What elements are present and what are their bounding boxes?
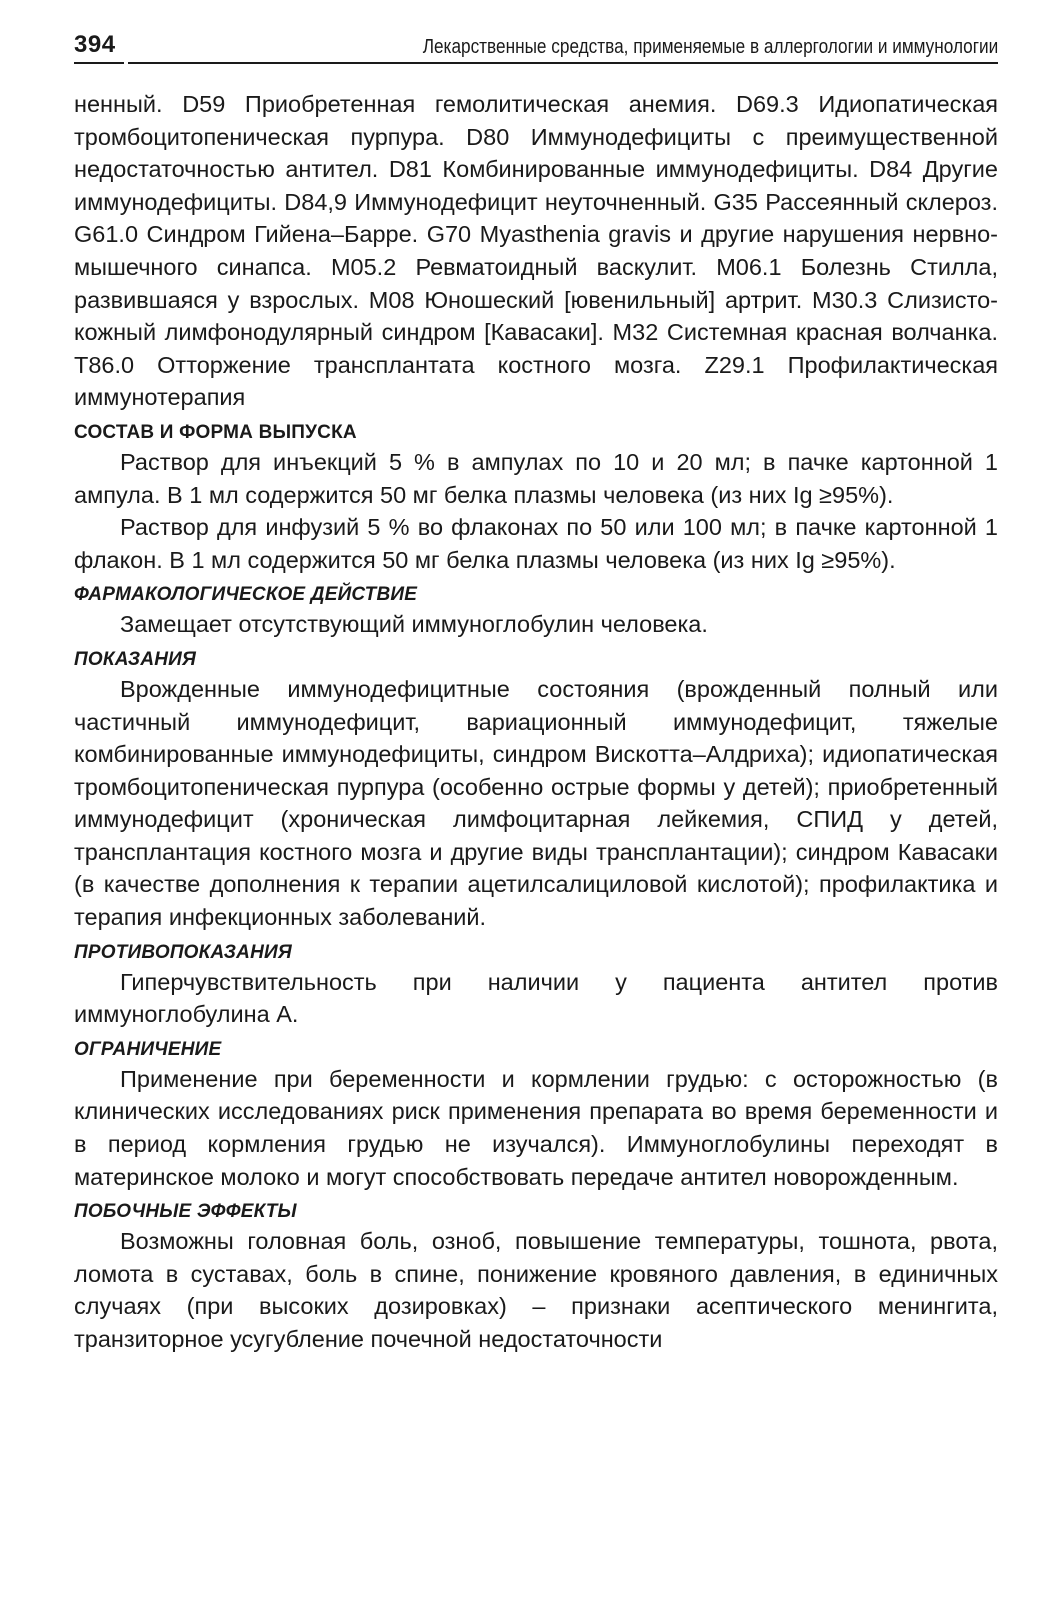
section-paragraph: Гиперчувствительность при наличии у пациента антител против иммуноглобулина А. — [74, 968, 998, 1028]
section-heading: СОСТАВ И ФОРМА ВЫПУСКА — [74, 421, 357, 443]
section-restrictions — [74, 1037, 998, 1193]
page-content — [74, 88, 998, 1356]
section-heading: ПОКАЗАНИЯ — [74, 648, 197, 670]
running-header — [74, 30, 998, 66]
running-header-title: Лекарственные средства, применяемые в аллергологии и иммунологии — [422, 36, 998, 58]
page-number: 394 — [74, 31, 116, 58]
section-heading: ПРОТИВОПОКАЗАНИЯ — [74, 941, 292, 963]
section-heading: ФАРМАКОЛОГИЧЕСКОЕ ДЕЙСТВИЕ — [74, 584, 418, 606]
section-contraindications — [74, 940, 998, 1031]
section-side-effects — [74, 1199, 998, 1355]
continuation-paragraph: ненный. D59 Приобретенная гемолитическая анемия. D69.3 Идиопатическая тромбоцитопеническая пурпура. D80 Иммунодефициты с преимущественной недостаточностью антител. D81 Комбинированные иммунодефициты. D84 Другие иммунодефициты. D84,9 Иммунодефицит неуточненный. G35 Рассеянный склероз. G61.0 Синдром Гийена–Барре. G70 Myasthenia gravis и другие нарушения нервно-мышечного синапса. M05.2 Ревматоидный васкулит. M06.1 Болезнь Стилла, развившаяся у взрослых. M08 Юношеский [ювенильный] артрит. M30.3 Слизисто-кожный лимфонодулярный синдром [Кавасаки]. M32 Системная красная волчанка. T86.0 Отторжение трансплантата костного мозга. Z29.1 Профилактическая иммунотерапия — [74, 91, 998, 411]
section-paragraph: Замещает отсутствующий иммуноглобулин человека. — [120, 611, 708, 638]
section-pharmacological-action — [74, 582, 998, 641]
section-composition — [74, 420, 998, 576]
section-heading: ПОБОЧНЫЕ ЭФФЕКТЫ — [74, 1201, 297, 1223]
section-paragraph: Применение при беременности и кормлении грудью: с осторожностью (в клинических исследованиях риск применения препарата во время беременности и в период кормления грудью не изучался). Иммуноглобулины переходят в материнское молоко и могут способствовать передаче антител новорожденным. — [74, 1065, 998, 1190]
section-paragraph: Раствор для инфузий 5 % во флаконах по 50 или 100 мл; в пачке картонной 1 флакон. В 1 мл содержится 50 мг белка плазмы человека (из них Ig ≥95%). — [74, 514, 998, 573]
section-paragraph: Раствор для инъекций 5 % в ампулах по 10 и 20 мл; в пачке картонной 1 ампула. В 1 мл содержится 50 мг белка плазмы человека (из них Ig ≥95%). — [74, 448, 998, 508]
header-rule — [74, 62, 998, 64]
header-rule-gap — [124, 62, 128, 64]
section-heading: ОГРАНИЧЕНИЕ — [74, 1038, 222, 1060]
section-paragraph: Врожденные иммунодефицитные состояния (врожденный полный или частичный иммунодефицит, вариационный иммунодефицит, тяжелые комбинированные иммунодефициты, синдром Вискотта–Алдриха); идиопатическая тромбоцитопеническая пурпура (особенно острые формы у детей); приобретенный иммунодефицит (хроническая лимфоцитарная лейкемия, СПИД у детей, трансплантация костного мозга и другие виды трансплантации); синдром Кавасаки (в качестве дополнения к терапии ацетилсалициловой кислотой); профилактика и терапия инфекционных заболеваний. — [74, 675, 998, 931]
section-indications — [74, 647, 998, 934]
section-paragraph: Возможны головная боль, озноб, повышение температуры, тошнота, рвота, ломота в суставах, боль в спине, понижение кровяного давления, в единичных случаях (при высоких дозировках) – признаки асептического менингита, транзиторное усугубление почечной недостаточности — [74, 1228, 998, 1352]
